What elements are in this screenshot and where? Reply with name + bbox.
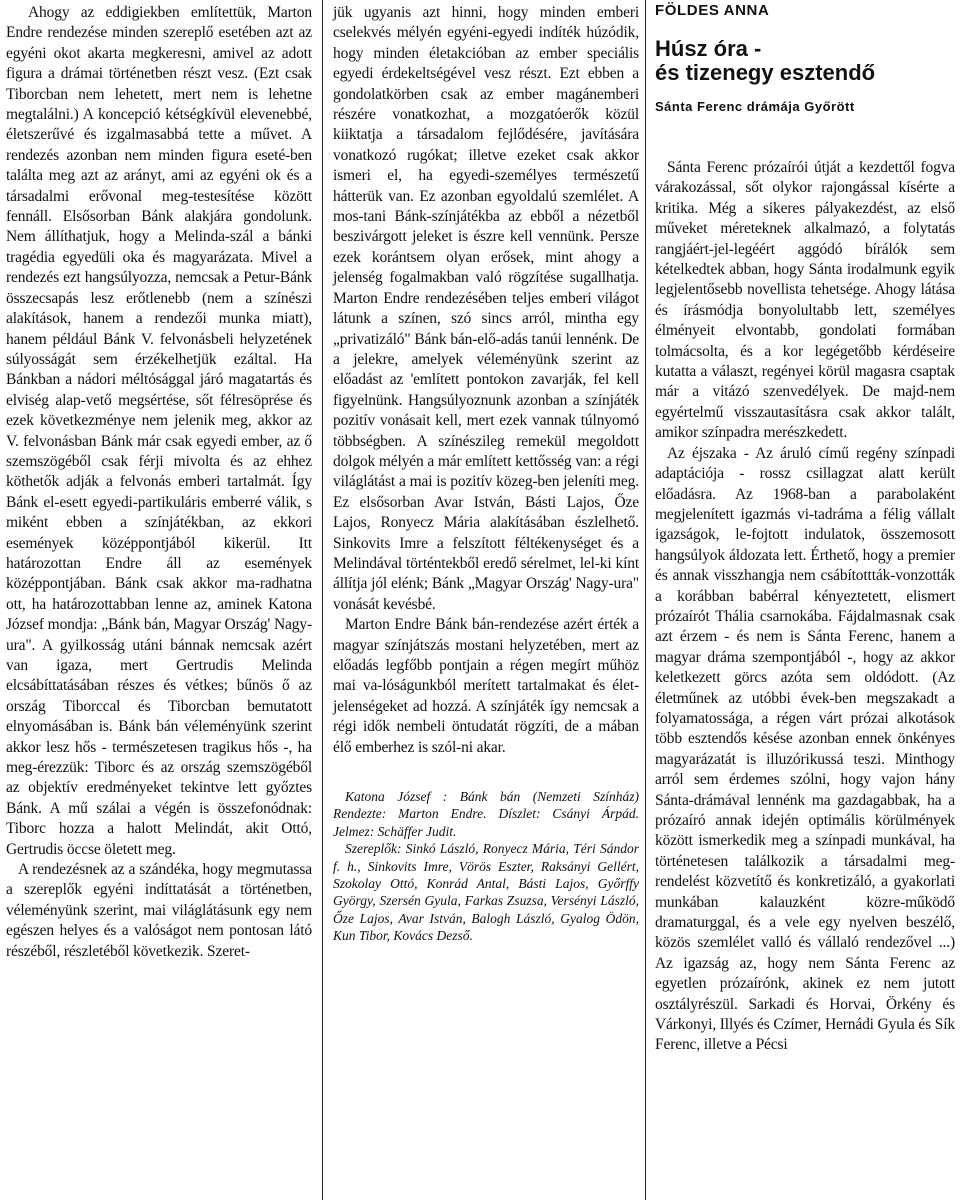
title-line-1: Húsz óra -: [655, 36, 762, 61]
column-divider-left: [322, 0, 323, 1200]
paragraph: Sánta Ferenc prózaírói útját a kezdettől fogva várakozással, sőt olykor rajongással kísérte a kritika. Még a sikeres pályakezdést, az első műveket méreteknek alkalmazó, a folytatás rangjáért-jel-legéért aggódó bírálók sem kételkedtek abban, hogy Sánta irodalmunk egyik legjelentősebb novellista tehetsége. Ahogy látása és írásmódja bonyolultabb lett, személyes élményeit elvontabb, gondolati formában tolmácsolta, és a kor legégetőbb kérdéseire kutatta a választ, regényei körül magasra csaptak már a vitázó szenvedélyek. De majd-nem egyértelmű visszautasításra csak akkor talált, amikor színpadra merészkedett.: [655, 159, 955, 442]
title-line-2: és tizenegy esztendő: [655, 60, 876, 85]
article-text: [333, 3, 639, 758]
article-author: FÖLDES ANNA: [655, 2, 770, 19]
column-left: [6, 3, 312, 962]
credits-production: Katona József : Bánk bán (Nemzeti Színház) Rendezte: Marton Endre. Díszlet: Csányi Árpád. Jelmez: Schäffer Judit.: [333, 789, 639, 839]
article-subtitle: Sánta Ferenc drámája Győrött: [655, 99, 855, 114]
production-credits: [333, 788, 639, 945]
column-divider-right: [645, 0, 646, 1200]
article-text: [6, 3, 312, 962]
column-right: [655, 2, 955, 1056]
paragraph: Ahogy az eddigiekben említettük, Marton Endre rendezése minden szereplő esetében azt az egyéni okot akarta megkeresni, amivel az adott figura a drámai történetben részt vesz. (Ezt csak Tiborcban nem lehetett, mert nem is lehetne megtalálni.) A koncepció kétségkívül elevenebbé, életszerűvé és izgalmasabbá tette a művet. A rendezés azonban nem minden figura eseté-ben találta meg azt az arányt, ami az egyéni ok és a társadalmi erővonal meg-testesítése között fennáll. Elsősorban Bánk alakjára gondolunk. Nem állíthatjuk, hogy a Melinda-szál a bánki tragédia egyedüli oka és magyarázata. Mivel a rendezés ezt hangsúlyozza, nemcsak a Petur-Bánk összecsapás lesz erőtlenebb (nem a színészi alakítások, hanem a rendezői munka miatt), hanem például Bánk V. felvonásbeli helyzetének súlyosságát sem érzékelhetjük ezáltal. Ha Bánkban a nádori méltósággal járó magatartás és elviség alap-vető megsértése, sőt félresöprése és ezek következménye nem jelenik meg, akkor az V. felvonásban Bánk már csak egyedi ember, az ő szemszögéből csak férji mivolta és az ehhez köthetők adják a felvonás emberi tartalmát. Így Bánk el-esett egyedi-partikuláris emberré válik, s miként ebben a színjátékban, az ekkori események középpontjából kikerül. Itt határozottan Endre áll az események középpontjában. Bánk csak akkor ma-radhatna ott, ha határozottabban lenne az, aminek Katona József mondja: „Bánk bán, Magyar Ország' Nagy-ura". A gyilkosság utáni bánnak nemcsak azért van igaza, mert Gertrudis Melinda elcsábíttatásában részes és vétkes; bűnös ő az ország Tiborccal és Tiborcban bemutatott elnyomásában is. Bánk bán véleményünk szerint akkor lesz hős - természetesen tragikus hős -, ha meg-érezzük: Tiborc és az ország szemszögéből az objektív eredményeket tekintve lett győztes Bánk. A mű szálai a végén is összefonódnak: Tiborc hozza a halott Melindát, akit Ottó, Gertrudis öccse öletett meg.: [6, 4, 312, 858]
paragraph: Marton Endre Bánk bán-rendezése azért érték a magyar színjátszás mostani helyzetében, mert az előadás legfőbb pontjain a régen megírt műhöz mai va-lóságunkból merített tartalmakat és élet-jelenségeket ad hozzá. A színjáték így nemcsak a régi idők nembeli öntudatát rögzíti, de a mában élő emberhez is szól-ni akar.: [333, 616, 639, 756]
article-text: [655, 158, 955, 1056]
credits-cast: Szereplők: Sinkó László, Ronyecz Mária, Téri Sándor f. h., Sinkovits Imre, Vörös Eszter, Raksányi Gellért, Szokolay Ottó, Konrád Antal, Básti Lajos, Győrffy György, Szersén Gyula, Farkas Zsuzsa, Versényi László, Őze Lajos, Avar István, Balogh László, Gyalog Ödön, Kun Tibor, Kovács Dezső.: [333, 841, 639, 944]
paragraph: Az éjszaka - Az áruló című regény színpadi adaptációja - rossz csillagzat alatt került előadásra. Az 1968-ban a parabolaként megjelenített igazmás vi-tadráma a félig vállalt igazságok, le-fojtott indulatok, összemosott hangsúlyok áldozata lett. Érthető, hogy a premier és annak visszhangja nem csábítottták-vonzották a korábban babérral kényeztetett, elismert prózaírót Thália csarnokába. Fájdalmasnak csak azt érzem - és nem is Sánta Ferenc, hanem a magyar dráma szempontjából -, hogy az akkor keletkezett görcs azóta sem oldódott. (Az életműnek az utóbbi évek-ben megszakadt a folyamatossága, a régen várt prózai alkotások több esztendős késése azonban ennek önkényes magyarázatát is illuzórikussá teszi. Minthogy arról sem érdemes szólni, hogy vajon hány Sánta-drámával lennénk ma gazdagabbak, ha a prózaíró annak idején optimális körülmények között ismerkedik meg a színpadi munkával, ha történetesen találkozik a társadalmi meg-rendelést közvetítő és konkretizáló, a gyakorlati munkában kalauzként közre-működő dramaturggal, és a vele egy nyelven beszélő, közös szemlélet valló és vállaló rendezővel ...) Az igazság az, hogy nem Sánta Ferenc az egyetlen prózaírónk, akinek ez nem jutott osztályrészül. Sarkadi és Horvai, Örkény és Várkonyi, Illyés és Czímer, Hernádi Gyula és Sík Ferenc, illetve a Pécsi: [655, 444, 955, 1054]
paragraph: A rendezésnek az a szándéka, hogy megmutassa a szereplők egyéni indíttatását a történetben, véleményünk szerint, mai világlátásunk egy nem egészen helyes és a valóságot nem pontosan látó részéből, részletéből következik. Szeret-: [6, 861, 312, 960]
paragraph: jük ugyanis azt hinni, hogy minden emberi cselekvés mélyén egyéni-egyedi indíték húzódik, hogy minden életakcióban az ember speciális egyedi érdekeltségével vesz részt. Ezt ebben a gondolatkörben csak az ember magánemberi részére vonatkozhat, a mozgatóerők közül kiiktatja a társadalom fejlődésére, javítására vonatkozó rugókat; illetve ezeket csak akkor ismeri el, ha egyedi-személyes természetű hátterük van. Ez azonban egyoldalú szemlélet. A mos-tani Bánk-színjátékba az ebből a nézetből beszivárgott jeleket is észre kell vennünk. Persze ezek korántsem olyan erősek, mint ahogy a jelenség fogalmakban való rögzítése sugallhatja. Marton Endre rendezésében teljes emberi világot látunk a színen, szó sincs arról, mintha egy „privatizáló" Bánk bán-elő-adás tanúi lennénk. De a jelekre, amelyek véleményünk szerint az előadást az 'említett pontokon zavarják, fel kell figyelnünk. Hangsúlyoznunk azonban a színjáték pozitív vonásait kell, mert ezek vannak túlnyomó többségben. A színészileg remekül megoldott dolgok mélyén a már említett kettősség van: a régi világlátást a mai is pozitív közeg-ben jeleníti meg. Ez elsősorban Avar István, Básti Lajos, Őze Lajos, Ronyecz Mária alakításában észlelhető. Sinkovits Imre a felszított féltékenységet és a Melindával történtekből eredő sérelmet, lel-ki kínt állítja jól elénk; Bánk „Magyar Ország' Nagy-ura" vonását kevésbé.: [333, 4, 639, 613]
article-title: [655, 37, 955, 85]
column-middle: [333, 3, 639, 945]
